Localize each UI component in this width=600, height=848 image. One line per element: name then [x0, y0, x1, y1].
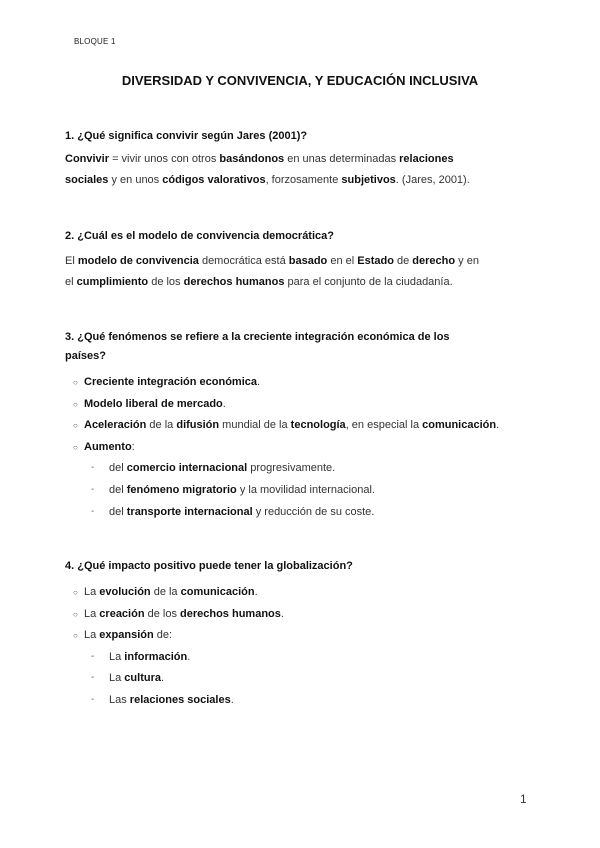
- list-item: Modelo liberal de mercado.: [84, 398, 226, 410]
- sub-item: del comercio internacional progresivamente.: [109, 462, 336, 474]
- sub-item: del fenómeno migratorio y la movilidad internacional.: [109, 484, 375, 496]
- running-header: BLOQUE 1: [74, 37, 116, 46]
- answer-2-line-2: el cumplimiento de los derechos humanos para el conjunto de la ciudadanía.: [65, 276, 453, 288]
- sub-item: del transporte internacional y reducción de su coste.: [109, 506, 375, 518]
- list-item: Aceleración de la difusión mundial de la tecnología, en especial la comunicación.: [84, 419, 500, 431]
- question-4: 4. ¿Qué impacto positivo puede tener la globalización?: [65, 560, 353, 572]
- sub-item: Las relaciones sociales.: [109, 694, 234, 706]
- sub-item: La cultura.: [109, 672, 165, 684]
- dash-icon: -: [91, 506, 95, 517]
- answer-1-line-2: sociales y en unos códigos valorativos, forzosamente subjetivos. (Jares, 2001).: [65, 174, 470, 186]
- bullet-icon: ○: [73, 610, 78, 619]
- bullet-icon: ○: [73, 378, 78, 387]
- list-item: La expansión de:: [84, 629, 173, 641]
- dash-icon: -: [91, 462, 95, 473]
- list-item: La evolución de la comunicación.: [84, 586, 258, 598]
- bullet-icon: ○: [73, 421, 78, 430]
- list-item: Creciente integración económica.: [84, 376, 261, 388]
- list-item: La creación de los derechos humanos.: [84, 608, 284, 620]
- list-item: Aumento:: [84, 441, 135, 453]
- dash-icon: -: [91, 651, 95, 662]
- question-2: 2. ¿Cuál es el modelo de convivencia democrática?: [65, 230, 334, 242]
- bullet-icon: ○: [73, 443, 78, 452]
- question-1: 1. ¿Qué significa convivir según Jares (2001)?: [65, 130, 308, 142]
- bullet-icon: ○: [73, 631, 78, 640]
- answer-1-line-1: Convivir = vivir unos con otros basándonos en unas determinadas relaciones: [65, 153, 454, 165]
- answer-2-line-1: El modelo de convivencia democrática está basado en el Estado de derecho y en: [65, 255, 479, 267]
- dash-icon: -: [91, 484, 95, 495]
- sub-item: La información.: [109, 651, 191, 663]
- dash-icon: -: [91, 694, 95, 705]
- question-3-line-2: países?: [65, 350, 106, 362]
- document-title: DIVERSIDAD Y CONVIVENCIA, Y EDUCACIÓN INCLUSIVA: [121, 73, 479, 88]
- bullet-icon: ○: [73, 588, 78, 597]
- question-3-line-1: 3. ¿Qué fenómenos se refiere a la creciente integración económica de los: [65, 331, 450, 343]
- bullet-icon: ○: [73, 400, 78, 409]
- page-number: 1: [520, 792, 527, 806]
- dash-icon: -: [91, 672, 95, 683]
